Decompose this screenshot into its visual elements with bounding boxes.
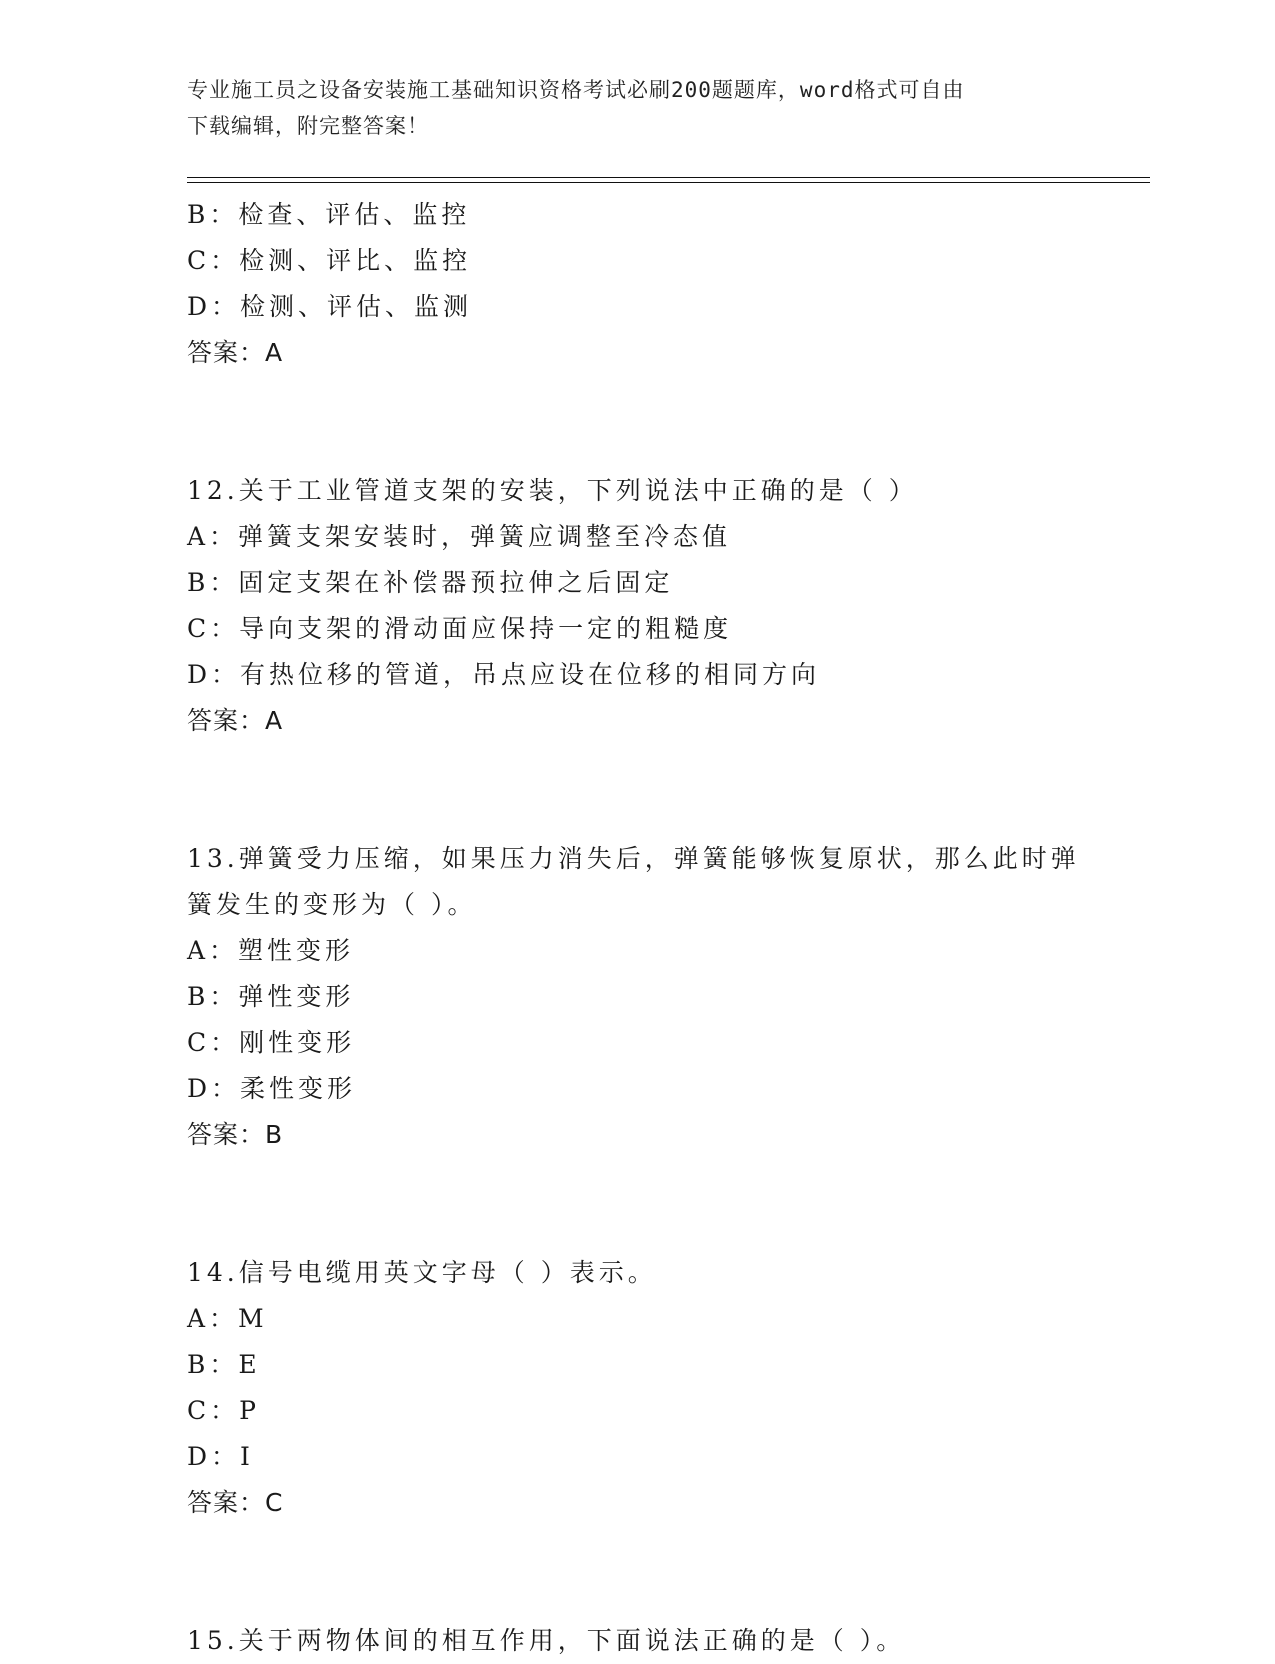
question-block-12 (187, 468, 1087, 744)
option-d: D：有热位移的管道，吊点应设在位移的相同方向 (187, 660, 821, 689)
option-b: B：弹性变形 (187, 982, 355, 1011)
question-block-14 (187, 1250, 1087, 1526)
answer-line: 答案：A (187, 338, 284, 367)
option-c: C：刚性变形 (187, 1028, 356, 1057)
question-block-13 (187, 836, 1087, 1158)
header-line-2: 下载编辑，附完整答案！ (187, 114, 429, 138)
answer-line: 答案：B (187, 1120, 284, 1149)
question-spacer (187, 1526, 1087, 1618)
header-divider-top (187, 177, 1150, 178)
question-stem: 14.信号电缆用英文字母（ ）表示。 (187, 1258, 657, 1287)
question-spacer (187, 744, 1087, 836)
option-d: D：检测、评估、监测 (187, 292, 473, 321)
question-stem: 15.关于两物体间的相互作用，下面说法正确的是（ ）。 (187, 1626, 906, 1655)
question-stem: 13.弹簧受力压缩，如果压力消失后，弹簧能够恢复原状，那么此时弹 (187, 844, 1080, 873)
option-d: D：柔性变形 (187, 1074, 357, 1103)
question-spacer (187, 376, 1087, 468)
question-list (187, 192, 1087, 1664)
header-line-1: 专业施工员之设备安装施工基础知识资格考试必刷200题题库，word格式可自由 (187, 78, 965, 102)
option-a: A：塑性变形 (187, 936, 355, 965)
option-b: B：固定支架在补偿器预拉伸之后固定 (187, 568, 674, 597)
question-block-partial (187, 192, 1087, 376)
option-c: C：P (187, 1396, 260, 1425)
question-stem-continued: 簧发生的变形为（ ）。 (187, 890, 477, 919)
option-a: A：弹簧支架安装时，弹簧应调整至冷态值 (187, 522, 732, 551)
option-d: D：I (187, 1442, 254, 1471)
question-spacer (187, 1158, 1087, 1250)
answer-line: 答案：C (187, 1488, 284, 1517)
option-b: B：E (187, 1350, 261, 1379)
answer-line: 答案：A (187, 706, 284, 735)
option-a: A：M (187, 1304, 268, 1333)
option-c: C：导向支架的滑动面应保持一定的粗糙度 (187, 614, 733, 643)
header-divider-bottom (187, 182, 1150, 183)
question-stem: 12.关于工业管道支架的安装，下列说法中正确的是（ ） (187, 476, 918, 505)
document-header (187, 72, 1087, 144)
option-c: C：检测、评比、监控 (187, 246, 472, 275)
option-b: B：检查、评估、监控 (187, 200, 471, 229)
question-block-15 (187, 1618, 1087, 1664)
